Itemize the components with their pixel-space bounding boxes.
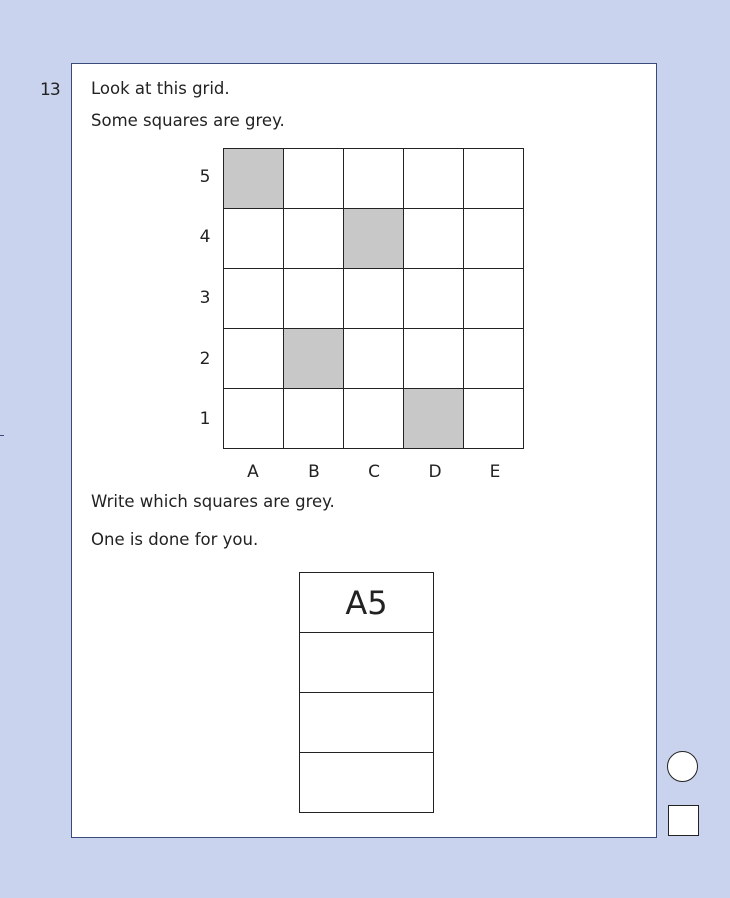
- grid-cell-b5: [284, 149, 344, 209]
- row-label-3: 3: [199, 288, 211, 308]
- instruction-look-at-grid: Look at this grid.: [91, 79, 230, 98]
- grid-cell-e5: [464, 149, 524, 209]
- row-label-1: 1: [199, 409, 211, 429]
- answer-table: [299, 572, 434, 813]
- grid-cell-e3: [464, 269, 524, 329]
- grid-cell-b4: [284, 209, 344, 269]
- grid-cell-a2: [224, 329, 284, 389]
- grid-cell-e1: [464, 389, 524, 449]
- grid-cell-c5: [344, 149, 404, 209]
- coordinate-grid: [223, 148, 524, 449]
- grid-cell-a3: [224, 269, 284, 329]
- grid-cell-c1: [344, 389, 404, 449]
- row-label-2: 2: [199, 349, 211, 369]
- instruction-one-done: One is done for you.: [91, 530, 259, 549]
- grid-cell-d3: [404, 269, 464, 329]
- grid-cell-e4: [464, 209, 524, 269]
- answer-box[interactable]: [300, 693, 433, 753]
- answer-box[interactable]: [300, 753, 433, 813]
- grid-cell-b2: [284, 329, 344, 389]
- mark-square: [668, 805, 699, 836]
- col-label-e: E: [489, 462, 501, 482]
- row-label-5: 5: [199, 167, 211, 187]
- col-label-b: B: [308, 462, 320, 482]
- grid-cell-a4: [224, 209, 284, 269]
- col-label-c: C: [368, 462, 380, 482]
- instruction-some-grey: Some squares are grey.: [91, 111, 285, 130]
- col-label-a: A: [247, 462, 259, 482]
- col-label-d: D: [428, 462, 442, 482]
- grid-cell-c3: [344, 269, 404, 329]
- row-label-4: 4: [199, 227, 211, 247]
- edge-tick-mark: [0, 435, 4, 436]
- grid-cell-e2: [464, 329, 524, 389]
- grid-cell-b3: [284, 269, 344, 329]
- answer-box-example: A5: [300, 573, 433, 633]
- grid-cell-b1: [284, 389, 344, 449]
- grid-cell-a1: [224, 389, 284, 449]
- grid-cell-c4: [344, 209, 404, 269]
- question-number: 13: [40, 80, 60, 100]
- grid-cell-c2: [344, 329, 404, 389]
- mark-circle: [667, 751, 698, 782]
- grid-cell-d2: [404, 329, 464, 389]
- grid-cell-d5: [404, 149, 464, 209]
- answer-box[interactable]: [300, 633, 433, 693]
- grid-cell-d1: [404, 389, 464, 449]
- grid-cell-d4: [404, 209, 464, 269]
- grid-cell-a5: [224, 149, 284, 209]
- instruction-write-grey: Write which squares are grey.: [91, 492, 335, 511]
